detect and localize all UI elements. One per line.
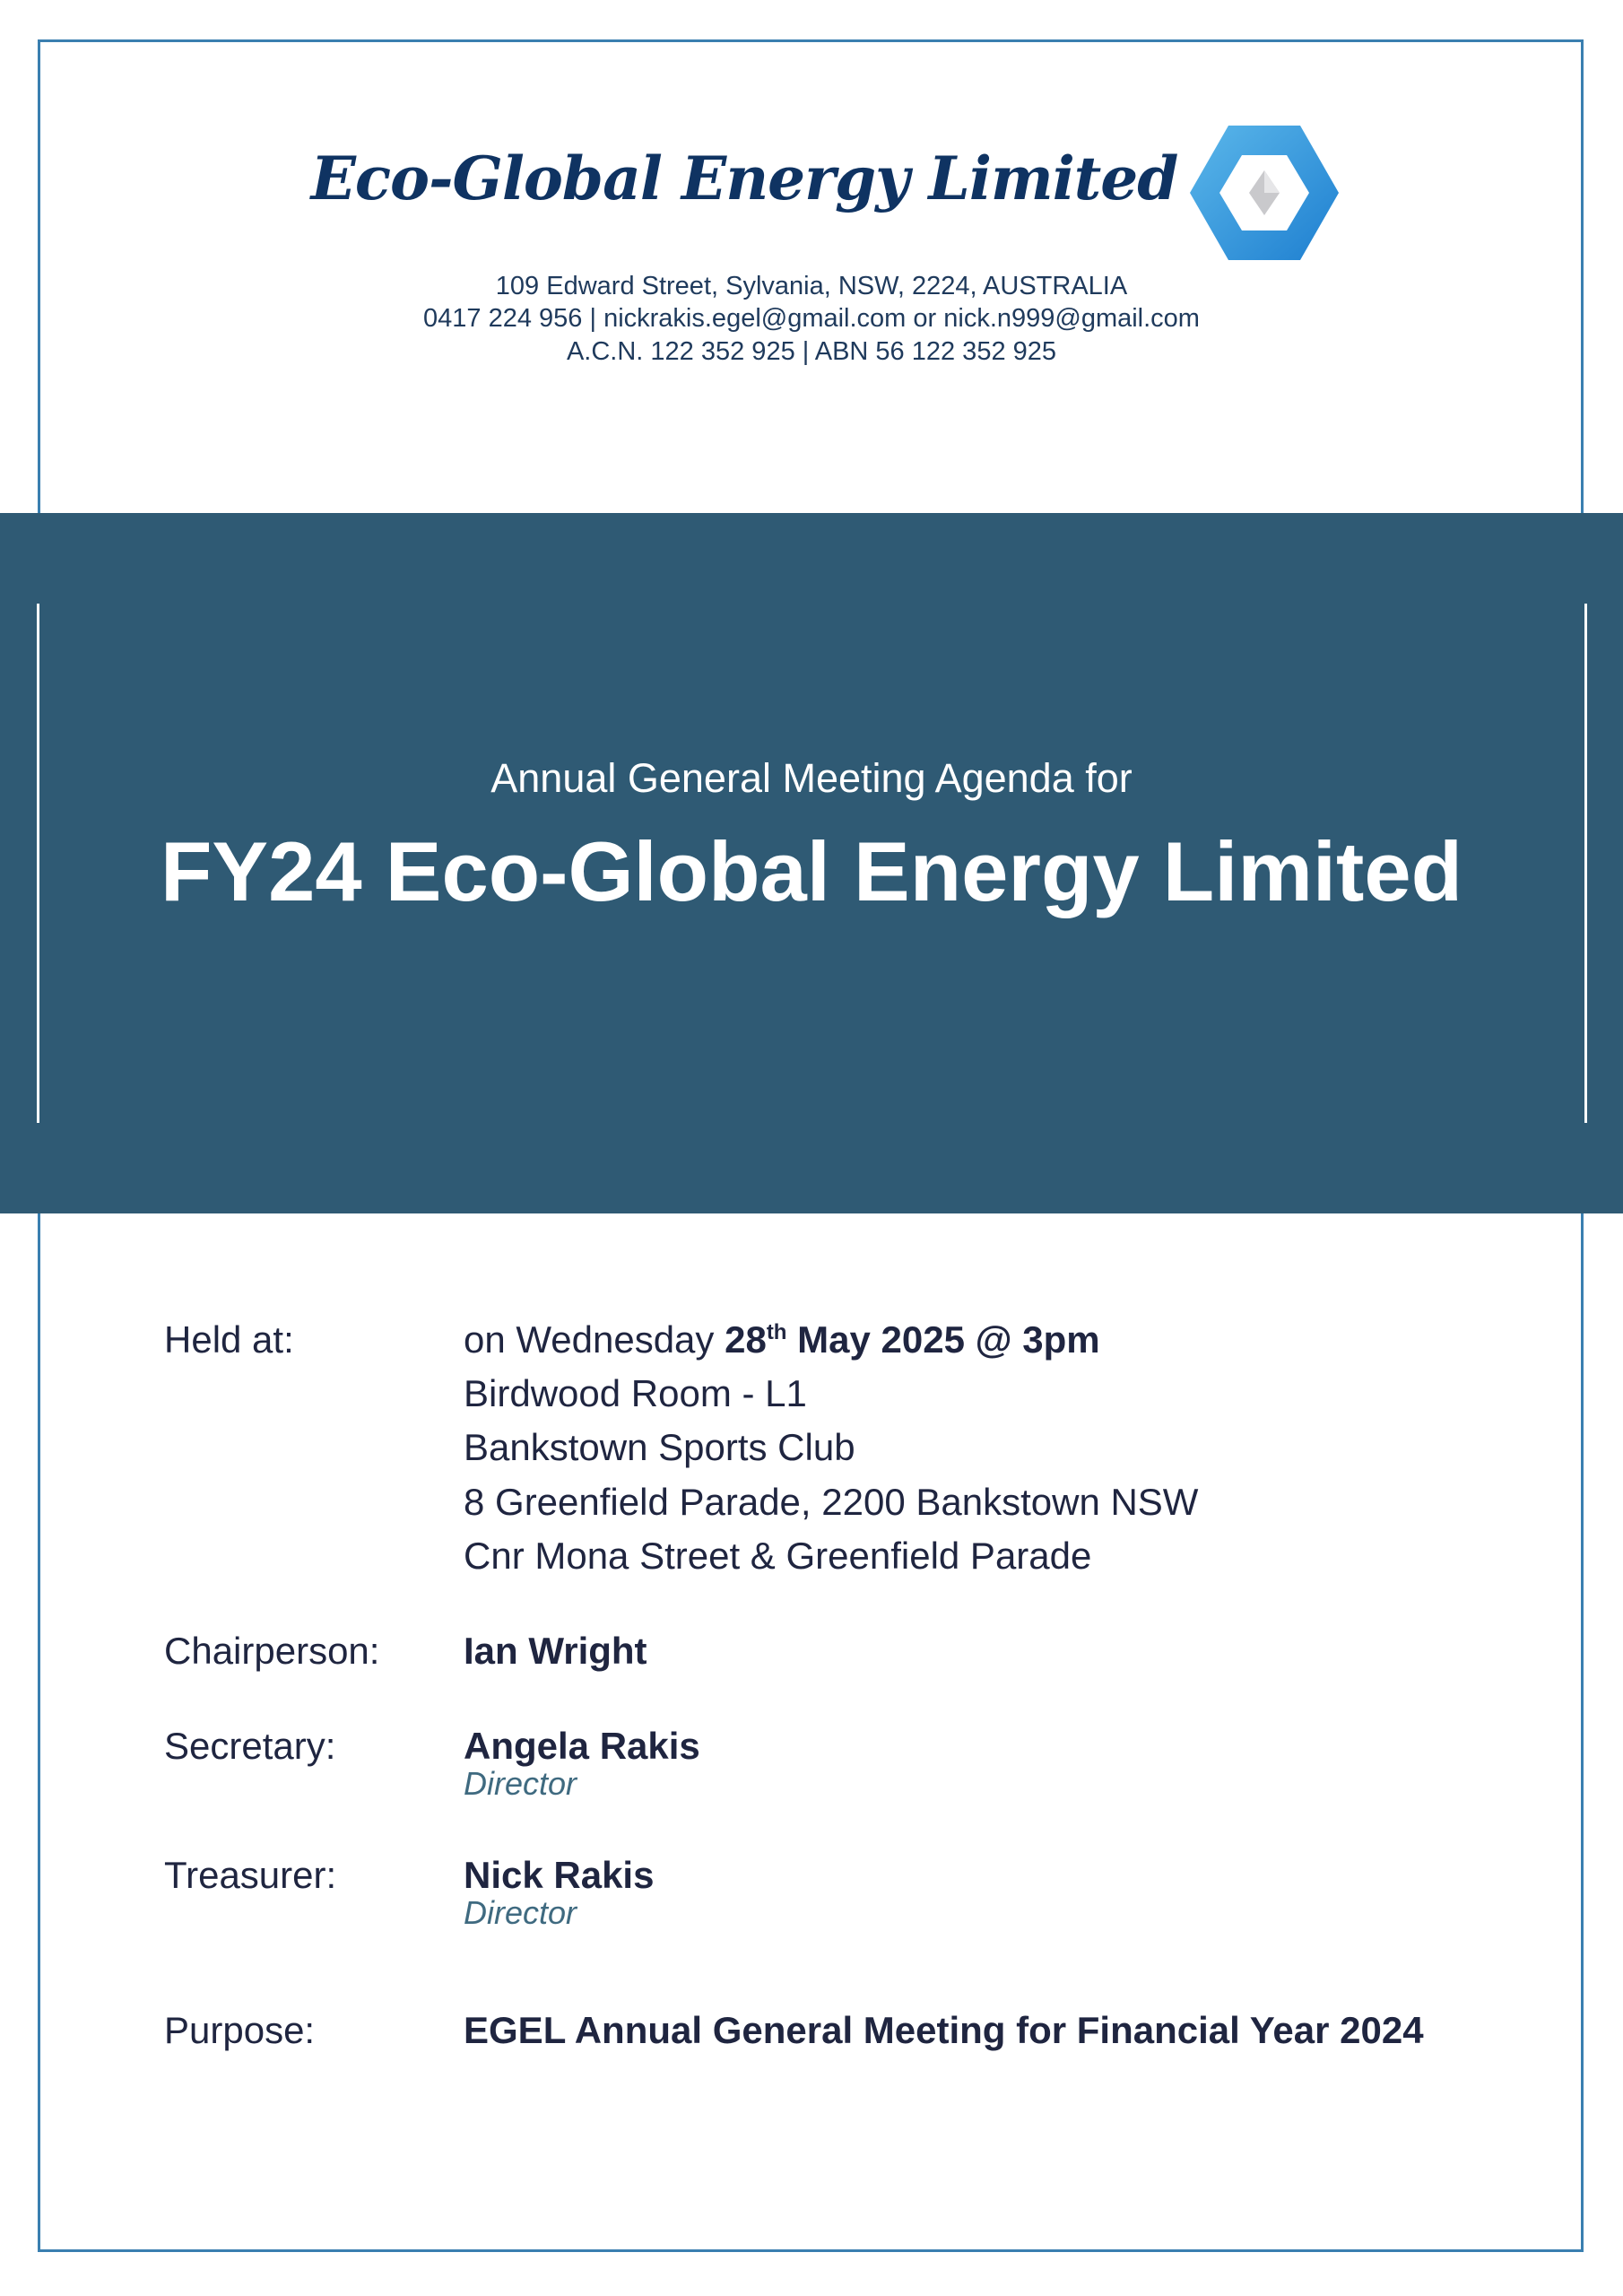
venue-line: Cnr Mona Street & Greenfield Parade — [464, 1535, 1092, 1577]
date-rest: May 2025 @ 3pm — [797, 1318, 1100, 1361]
date-prefix: on Wednesday — [464, 1318, 715, 1361]
held-at-label: Held at: — [164, 1318, 294, 1361]
secretary-name: Angela Rakis — [464, 1725, 700, 1767]
venue-line: Birdwood Room - L1 — [464, 1372, 807, 1414]
chairperson-name: Ian Wright — [464, 1630, 647, 1672]
banner-title: FY24 Eco-Global Energy Limited — [160, 824, 1463, 918]
title-banner — [0, 513, 1623, 1213]
date-day: 28 — [725, 1318, 767, 1361]
chairperson-label: Chairperson: — [164, 1630, 380, 1672]
treasurer-label: Treasurer: — [164, 1854, 337, 1896]
company-name: Eco-Global Energy Limited — [310, 144, 1178, 213]
purpose-value: EGEL Annual General Meeting for Financial Year 2024 — [464, 2009, 1424, 2051]
secretary-label: Secretary: — [164, 1725, 336, 1767]
company-registration: A.C.N. 122 352 925 | ABN 56 122 352 925 — [566, 337, 1057, 366]
venue-line: 8 Greenfield Parade, 2200 Bankstown NSW — [464, 1481, 1199, 1523]
banner-subtitle: Annual General Meeting Agenda for — [490, 755, 1133, 801]
meeting-date — [464, 1318, 1100, 1361]
treasurer-role: Director — [464, 1894, 577, 1931]
purpose-label: Purpose: — [164, 2009, 316, 2051]
date-day-suffix: th — [766, 1320, 787, 1344]
secretary-role: Director — [464, 1765, 577, 1802]
company-address: 109 Edward Street, Sylvania, NSW, 2224, AUSTRALIA — [495, 272, 1128, 300]
venue-line: Bankstown Sports Club — [464, 1426, 855, 1468]
treasurer-name: Nick Rakis — [464, 1854, 655, 1896]
company-logo-icon — [1188, 121, 1341, 265]
company-contact: 0417 224 956 | nickrakis.egel@gmail.com or nick.n999@gmail.com — [423, 304, 1200, 333]
